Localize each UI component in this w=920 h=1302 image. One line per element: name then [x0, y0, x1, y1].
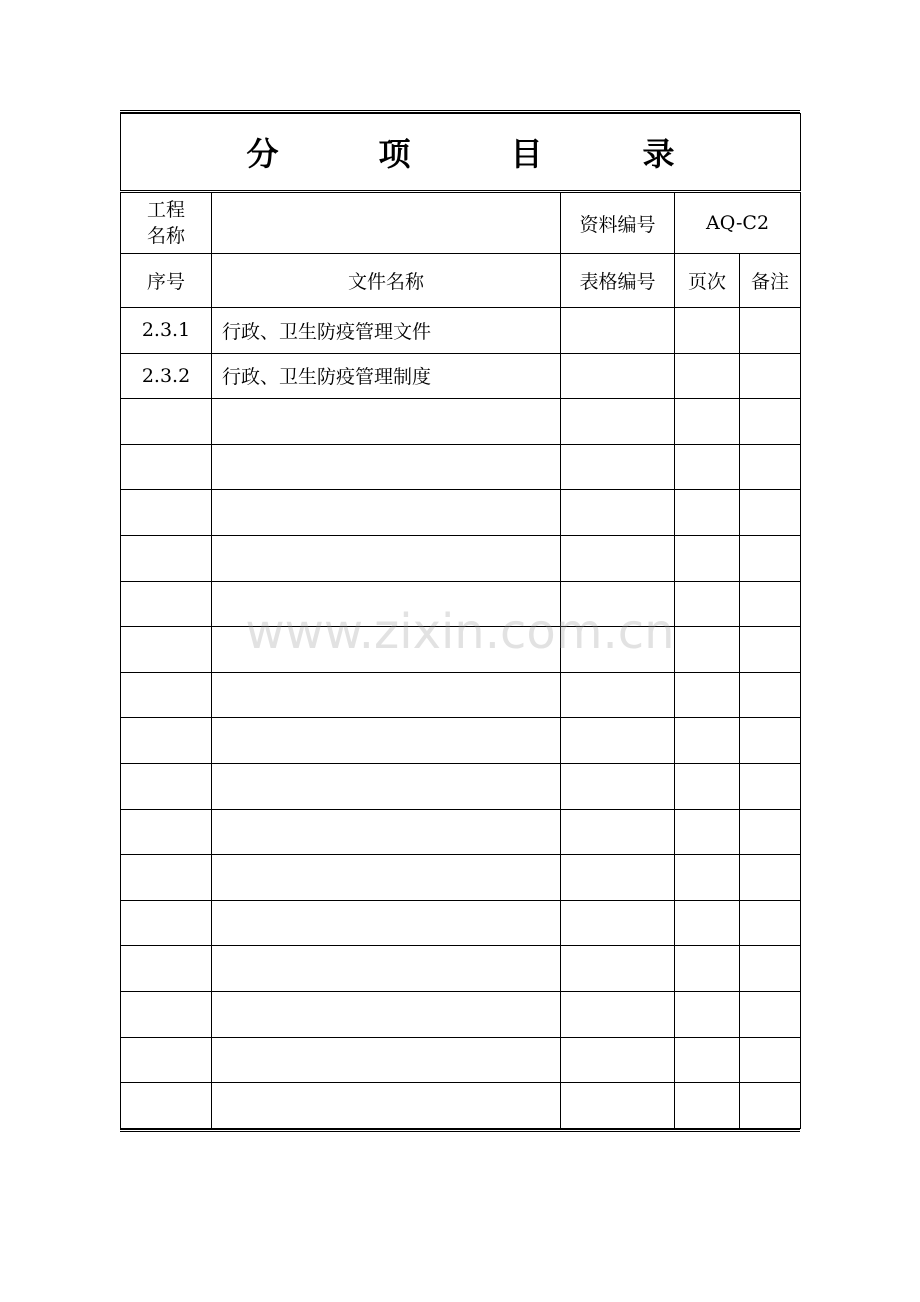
row-page-cell [675, 809, 740, 855]
row-form-no-cell [561, 991, 675, 1037]
row-form-no-cell [561, 535, 675, 581]
row-filename-cell [212, 627, 561, 673]
row-form-no-cell [561, 672, 675, 718]
row-page-cell [675, 1037, 740, 1083]
row-no-cell [121, 809, 212, 855]
row-form-no-cell [561, 399, 675, 445]
row-page-cell [675, 1083, 740, 1129]
table-row [121, 763, 801, 809]
row-page-cell [675, 535, 740, 581]
table-row [121, 627, 801, 673]
row-no-cell [121, 399, 212, 445]
col-header-form-no: 表格编号 [561, 254, 675, 308]
row-remark-cell [740, 1083, 801, 1129]
row-form-no-cell [561, 1037, 675, 1083]
row-page-cell [675, 855, 740, 901]
row-no-cell: 2.3.1 [121, 308, 212, 354]
table-row [121, 490, 801, 536]
row-form-no-cell [561, 855, 675, 901]
table-row [121, 581, 801, 627]
row-filename-cell [212, 490, 561, 536]
row-page-cell [675, 991, 740, 1037]
row-no-cell [121, 444, 212, 490]
col-header-page: 页次 [675, 254, 740, 308]
row-filename-cell [212, 991, 561, 1037]
row-page-cell [675, 718, 740, 764]
table-row [121, 1037, 801, 1083]
table-row [121, 809, 801, 855]
table-row [121, 399, 801, 445]
row-page-cell [675, 308, 740, 354]
row-no-cell [121, 1083, 212, 1129]
row-remark-cell [740, 900, 801, 946]
row-no-cell [121, 718, 212, 764]
row-filename-cell [212, 718, 561, 764]
row-filename-cell [212, 809, 561, 855]
row-remark-cell [740, 490, 801, 536]
row-no-cell [121, 627, 212, 673]
doc-no-label: 资料编号 [561, 192, 675, 254]
row-page-cell [675, 353, 740, 399]
row-filename-cell [212, 581, 561, 627]
row-page-cell [675, 490, 740, 536]
col-header-no: 序号 [121, 254, 212, 308]
info-row [121, 192, 801, 254]
table-row [121, 1083, 801, 1129]
row-form-no-cell [561, 627, 675, 673]
col-header-remark: 备注 [740, 254, 801, 308]
row-page-cell [675, 900, 740, 946]
row-form-no-cell [561, 581, 675, 627]
row-page-cell [675, 581, 740, 627]
row-form-no-cell [561, 809, 675, 855]
table-row [121, 444, 801, 490]
table-row [121, 991, 801, 1037]
page-title: 分 项 目 录 [121, 114, 801, 192]
row-form-no-cell [561, 444, 675, 490]
row-no-cell [121, 900, 212, 946]
row-remark-cell [740, 855, 801, 901]
row-remark-cell [740, 946, 801, 992]
row-filename-cell [212, 672, 561, 718]
row-form-no-cell [561, 308, 675, 354]
table-row [121, 535, 801, 581]
row-page-cell [675, 444, 740, 490]
row-page-cell [675, 627, 740, 673]
row-no-cell [121, 672, 212, 718]
row-filename-cell [212, 535, 561, 581]
row-no-cell [121, 946, 212, 992]
table-row [121, 900, 801, 946]
project-name-value[interactable] [212, 192, 561, 254]
row-filename-cell [212, 763, 561, 809]
row-remark-cell [740, 353, 801, 399]
row-filename-cell: 行政、卫生防疫管理文件 [212, 308, 561, 354]
row-form-no-cell [561, 900, 675, 946]
row-remark-cell [740, 535, 801, 581]
table-row [121, 718, 801, 764]
row-page-cell [675, 946, 740, 992]
table-row [121, 855, 801, 901]
row-form-no-cell [561, 718, 675, 764]
table-row [121, 353, 801, 399]
row-remark-cell [740, 308, 801, 354]
row-form-no-cell [561, 353, 675, 399]
row-remark-cell [740, 444, 801, 490]
row-no-cell [121, 763, 212, 809]
row-form-no-cell [561, 946, 675, 992]
catalog-table [120, 113, 801, 1129]
row-filename-cell [212, 855, 561, 901]
row-form-no-cell [561, 490, 675, 536]
row-remark-cell [740, 672, 801, 718]
catalog-sheet [120, 110, 800, 1132]
row-filename-cell [212, 1083, 561, 1129]
doc-no-value: AQ-C2 [675, 192, 801, 254]
row-filename-cell [212, 444, 561, 490]
row-page-cell [675, 672, 740, 718]
row-page-cell [675, 763, 740, 809]
row-no-cell: 2.3.2 [121, 353, 212, 399]
row-remark-cell [740, 809, 801, 855]
row-remark-cell [740, 399, 801, 445]
row-remark-cell [740, 581, 801, 627]
row-filename-cell [212, 900, 561, 946]
project-name-label: 工程名称 [121, 192, 212, 254]
table-row [121, 946, 801, 992]
row-no-cell [121, 855, 212, 901]
row-no-cell [121, 490, 212, 536]
row-filename-cell [212, 946, 561, 992]
row-remark-cell [740, 1037, 801, 1083]
table-row [121, 672, 801, 718]
row-no-cell [121, 1037, 212, 1083]
row-remark-cell [740, 718, 801, 764]
row-remark-cell [740, 627, 801, 673]
table-row [121, 308, 801, 354]
row-filename-cell [212, 399, 561, 445]
row-form-no-cell [561, 1083, 675, 1129]
row-page-cell [675, 399, 740, 445]
row-remark-cell [740, 991, 801, 1037]
row-no-cell [121, 535, 212, 581]
watermark: www.zixin.com.cn [245, 604, 675, 660]
row-remark-cell [740, 763, 801, 809]
row-form-no-cell [561, 763, 675, 809]
row-no-cell [121, 581, 212, 627]
col-header-filename: 文件名称 [212, 254, 561, 308]
row-filename-cell: 行政、卫生防疫管理制度 [212, 353, 561, 399]
row-no-cell [121, 991, 212, 1037]
row-filename-cell [212, 1037, 561, 1083]
column-header-row [121, 254, 801, 308]
